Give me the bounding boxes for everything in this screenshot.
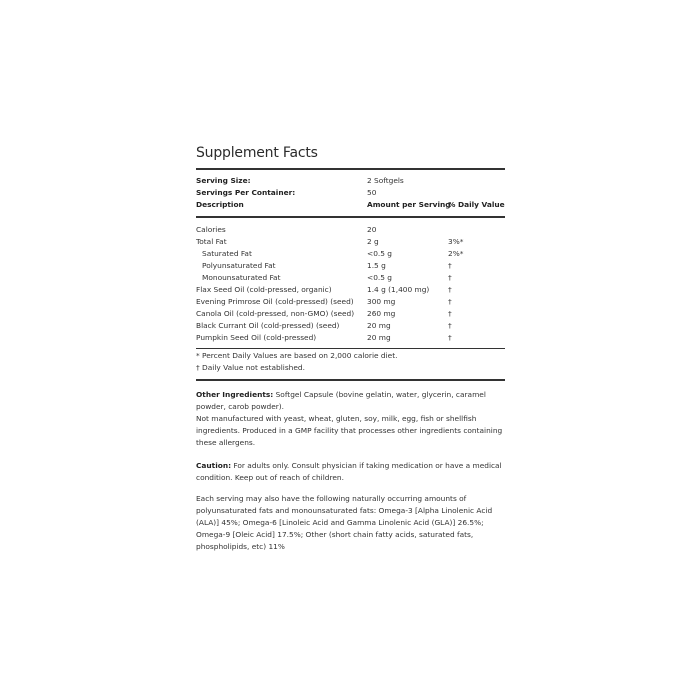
nutrient-daily-value: † xyxy=(448,309,452,318)
nutrient-name: Pumpkin Seed Oil (cold-pressed) xyxy=(196,333,317,342)
panel-title: Supplement Facts xyxy=(196,145,318,161)
nutrient-amount: 20 xyxy=(367,225,377,234)
column-header-row xyxy=(196,199,505,211)
serving-size-row xyxy=(196,175,505,187)
other-ingredients-text: Softgel Capsule (bovine gelatin, water, glycerin, caramel powder, carob powder). xyxy=(196,390,486,411)
footnote-percent: * Percent Daily Values are based on 2,000 calorie diet. xyxy=(196,351,398,360)
other-ingredients xyxy=(196,389,505,449)
nutrient-amount: 20 mg xyxy=(367,333,391,342)
nutrient-amount: 1.4 g (1,400 mg) xyxy=(367,285,430,294)
nutrient-name: Saturated Fat xyxy=(202,249,252,258)
daily-value-header: % Daily Value xyxy=(448,200,505,209)
nutrient-amount: 300 mg xyxy=(367,297,396,306)
nutrient-amount: 260 mg xyxy=(367,309,396,318)
top-rule xyxy=(196,168,505,170)
nutrient-amount: <0.5 g xyxy=(367,273,392,282)
nutrient-name: Total Fat xyxy=(196,237,227,246)
nutrient-row xyxy=(196,332,505,344)
caution-text: For adults only. Consult physician if taking medication or have a medical condition. Keep out of reach of children. xyxy=(196,461,502,482)
nutrient-name: Calories xyxy=(196,225,226,234)
nutrient-amount: 1.5 g xyxy=(367,261,386,270)
nutrient-daily-value: † xyxy=(448,285,452,294)
nutrient-daily-value: † xyxy=(448,261,452,270)
nutrient-daily-value: † xyxy=(448,333,452,342)
nutrient-row xyxy=(196,248,505,260)
serving-size-label: Serving Size: xyxy=(196,176,251,185)
nutrient-row xyxy=(196,224,505,236)
footnotes-bottom-rule xyxy=(196,379,505,381)
nutrients-bottom-rule xyxy=(196,348,505,349)
nutrient-name: Canola Oil (cold-pressed, non-GMO) (seed) xyxy=(196,309,355,318)
description-header: Description xyxy=(196,200,244,209)
allergen-statement: Not manufactured with yeast, wheat, gluten, soy, milk, egg, fish or shellfish ingredients. Produced in a GMP facility that processes other ingredients containing these allergens. xyxy=(196,414,503,447)
nutrient-daily-value: 2%* xyxy=(448,249,464,258)
nutrient-name: Evening Primrose Oil (cold-pressed) (seed) xyxy=(196,297,354,306)
nutrient-amount: <0.5 g xyxy=(367,249,392,258)
amount-header: Amount per Serving xyxy=(367,200,451,209)
nutrient-row xyxy=(196,296,505,308)
caution xyxy=(196,460,505,484)
nutrient-name: Monounsaturated Fat xyxy=(202,273,281,282)
fatty-acid-profile: Each serving may also have the following naturally occurring amounts of polyunsaturated fats and monounsaturated fats: Omega-3 [Alpha Linolenic Acid (ALA)] 45%; Omega-6 [Linoleic Acid and Gamma Linolenic Acid (GLA)] 26.5%; Omega-9 [Oleic Acid] 17.5%; Other (short chain fatty acids, saturated fats, phospholipids, etc) 11% xyxy=(196,494,493,551)
nutrient-daily-value: 3%* xyxy=(448,237,464,246)
nutrient-row xyxy=(196,320,505,332)
nutrient-name: Flax Seed Oil (cold-pressed, organic) xyxy=(196,285,332,294)
nutrient-daily-value: † xyxy=(448,297,452,306)
servings-label: Servings Per Container: xyxy=(196,188,296,197)
nutrient-row xyxy=(196,260,505,272)
nutrient-row xyxy=(196,236,505,248)
other-ingredients-label: Other Ingredients: xyxy=(196,390,274,399)
servings-per-container-row xyxy=(196,187,505,199)
nutrient-daily-value: † xyxy=(448,321,452,330)
nutrient-row xyxy=(196,284,505,296)
servings-value: 50 xyxy=(367,188,377,197)
footnote-dagger: † Daily Value not established. xyxy=(196,363,305,372)
serving-size-value: 2 Softgels xyxy=(367,176,404,185)
header-rule xyxy=(196,216,505,218)
nutrient-row xyxy=(196,308,505,320)
nutrient-amount: 2 g xyxy=(367,237,379,246)
nutrient-name: Black Currant Oil (cold-pressed) (seed) xyxy=(196,321,340,330)
nutrient-row xyxy=(196,272,505,284)
caution-label: Caution: xyxy=(196,461,232,470)
nutrient-name: Polyunsaturated Fat xyxy=(202,261,276,270)
nutrient-amount: 20 mg xyxy=(367,321,391,330)
nutrient-daily-value: † xyxy=(448,273,452,282)
